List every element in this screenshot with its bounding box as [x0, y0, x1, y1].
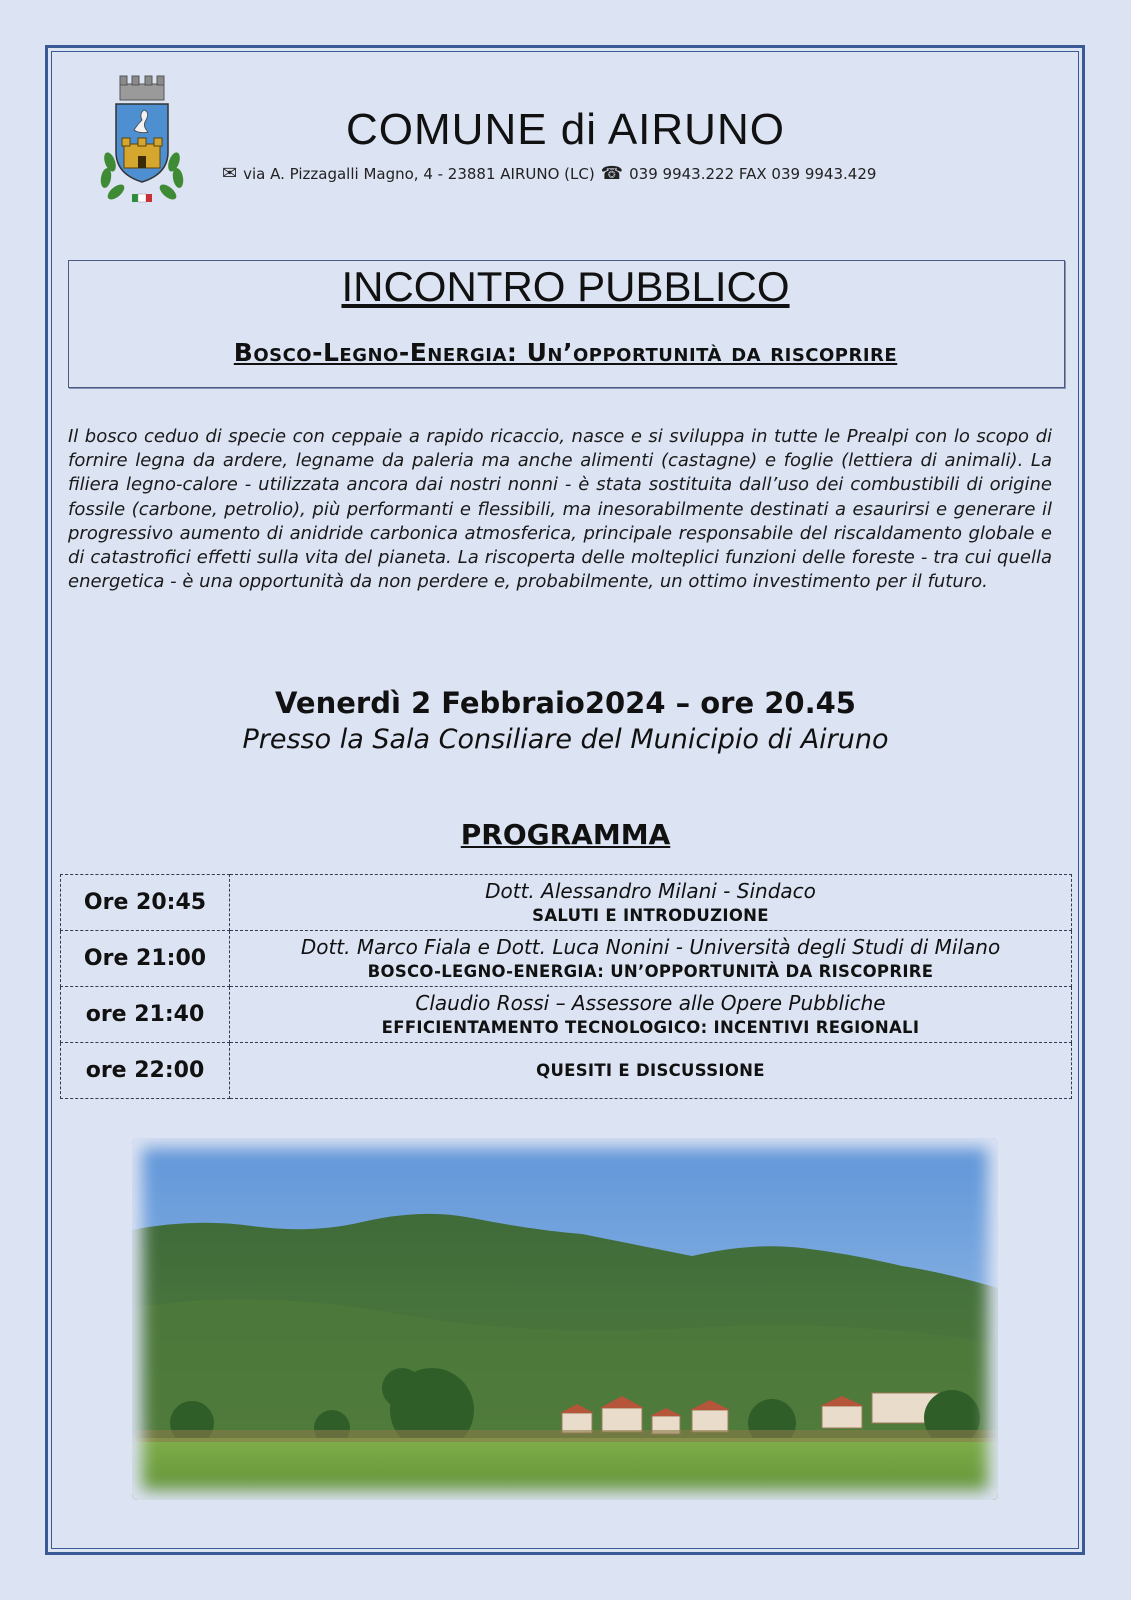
event-subtitle: Bosco-Legno-Energia: Un’opportunità da riscoprire — [233, 338, 898, 367]
table-row — [61, 875, 1072, 931]
event-type-heading: INCONTRO PUBBLICO — [341, 263, 790, 310]
program-topic: SALUTI E INTRODUZIONE — [532, 905, 769, 925]
program-table — [60, 874, 1072, 1099]
program-speaker: Dott. Marco Fiala e Dott. Luca Nonini - Università degli Studi di Milano — [300, 934, 1001, 959]
envelope-icon: ✉ — [222, 163, 238, 184]
telephone-icon: ☎ — [600, 163, 624, 184]
program-time: ore 22:00 — [61, 1043, 230, 1099]
program-description — [230, 1043, 1072, 1099]
program-description — [230, 931, 1072, 987]
table-row — [61, 1043, 1072, 1099]
program-time: ore 21:40 — [61, 987, 230, 1043]
program-time: Ore 21:00 — [61, 931, 230, 987]
program-speaker: Claudio Rossi – Assessore alle Opere Pubbliche — [415, 990, 886, 1015]
page-title: COMUNE di AIRUNO — [346, 105, 785, 154]
landscape-photo — [132, 1138, 998, 1500]
program-topic: EFFICIENTAMENTO TECNOLOGICO: INCENTIVI REGIONALI — [381, 1017, 920, 1037]
table-row — [61, 987, 1072, 1043]
village — [562, 1393, 942, 1434]
address-text: via A. Pizzagalli Magno, 4 - 23881 AIRUNO (LC) — [243, 165, 595, 183]
program-description — [230, 987, 1072, 1043]
meadow — [132, 1438, 998, 1500]
address-line — [222, 165, 876, 183]
program-time: Ore 20:45 — [61, 875, 230, 931]
mountain-shade — [132, 1299, 998, 1500]
contacts-text: 039 9943.222 FAX 039 9943.429 — [629, 165, 877, 183]
ribbon-icon — [132, 194, 152, 202]
intro-paragraph: Il bosco ceduo di specie con ceppaie a rapido ricaccio, nasce e si sviluppa in tutte le Prealpi con lo scopo di fornire legna da ardere, legname da paleria ma anche alimenti (castagne) e foglie (lettiera di animali). La filiera legno-calore - utilizzata ancora dai nostri nonni - è stata sostituita dall’uso dei combustibili di origine fossile (carbone, petrolio), più performanti e flessibili, ma inesorabilmente destinati a esaurirsi e generare il progressivo aumento di anidride carbonica atmosferica, principale responsabile del riscaldamento globale e di catastrofici effetti sulla vita del pianeta. La riscoperta delle molteplici funzioni delle foreste - tra cui quella energetica - è una opportunità da non perdere e, probabilmente, un ottimo investimento per il futuro. — [68, 426, 1052, 593]
crown-icon — [120, 76, 164, 100]
table-row — [61, 931, 1072, 987]
program-topic: BOSCO-LEGNO-ENERGIA: UN’OPPORTUNITÀ DA RISCOPRIRE — [367, 961, 934, 981]
hedge — [132, 1430, 998, 1442]
event-venue: Presso la Sala Consiliare del Municipio di Airuno — [242, 724, 889, 755]
mountain-ridge — [132, 1214, 998, 1500]
event-date: Venerdì 2 Febbraio2024 – ore 20.45 — [275, 686, 856, 720]
sky — [132, 1138, 998, 1500]
program-description — [230, 875, 1072, 931]
landscape-illustration — [132, 1138, 998, 1500]
trees — [170, 1368, 980, 1452]
roofs — [560, 1396, 864, 1416]
program-heading: PROGRAMMA — [460, 818, 671, 851]
program-topic: QUESITI E DISCUSSIONE — [536, 1060, 765, 1080]
program-speaker: Dott. Alessandro Milani - Sindaco — [485, 878, 816, 903]
